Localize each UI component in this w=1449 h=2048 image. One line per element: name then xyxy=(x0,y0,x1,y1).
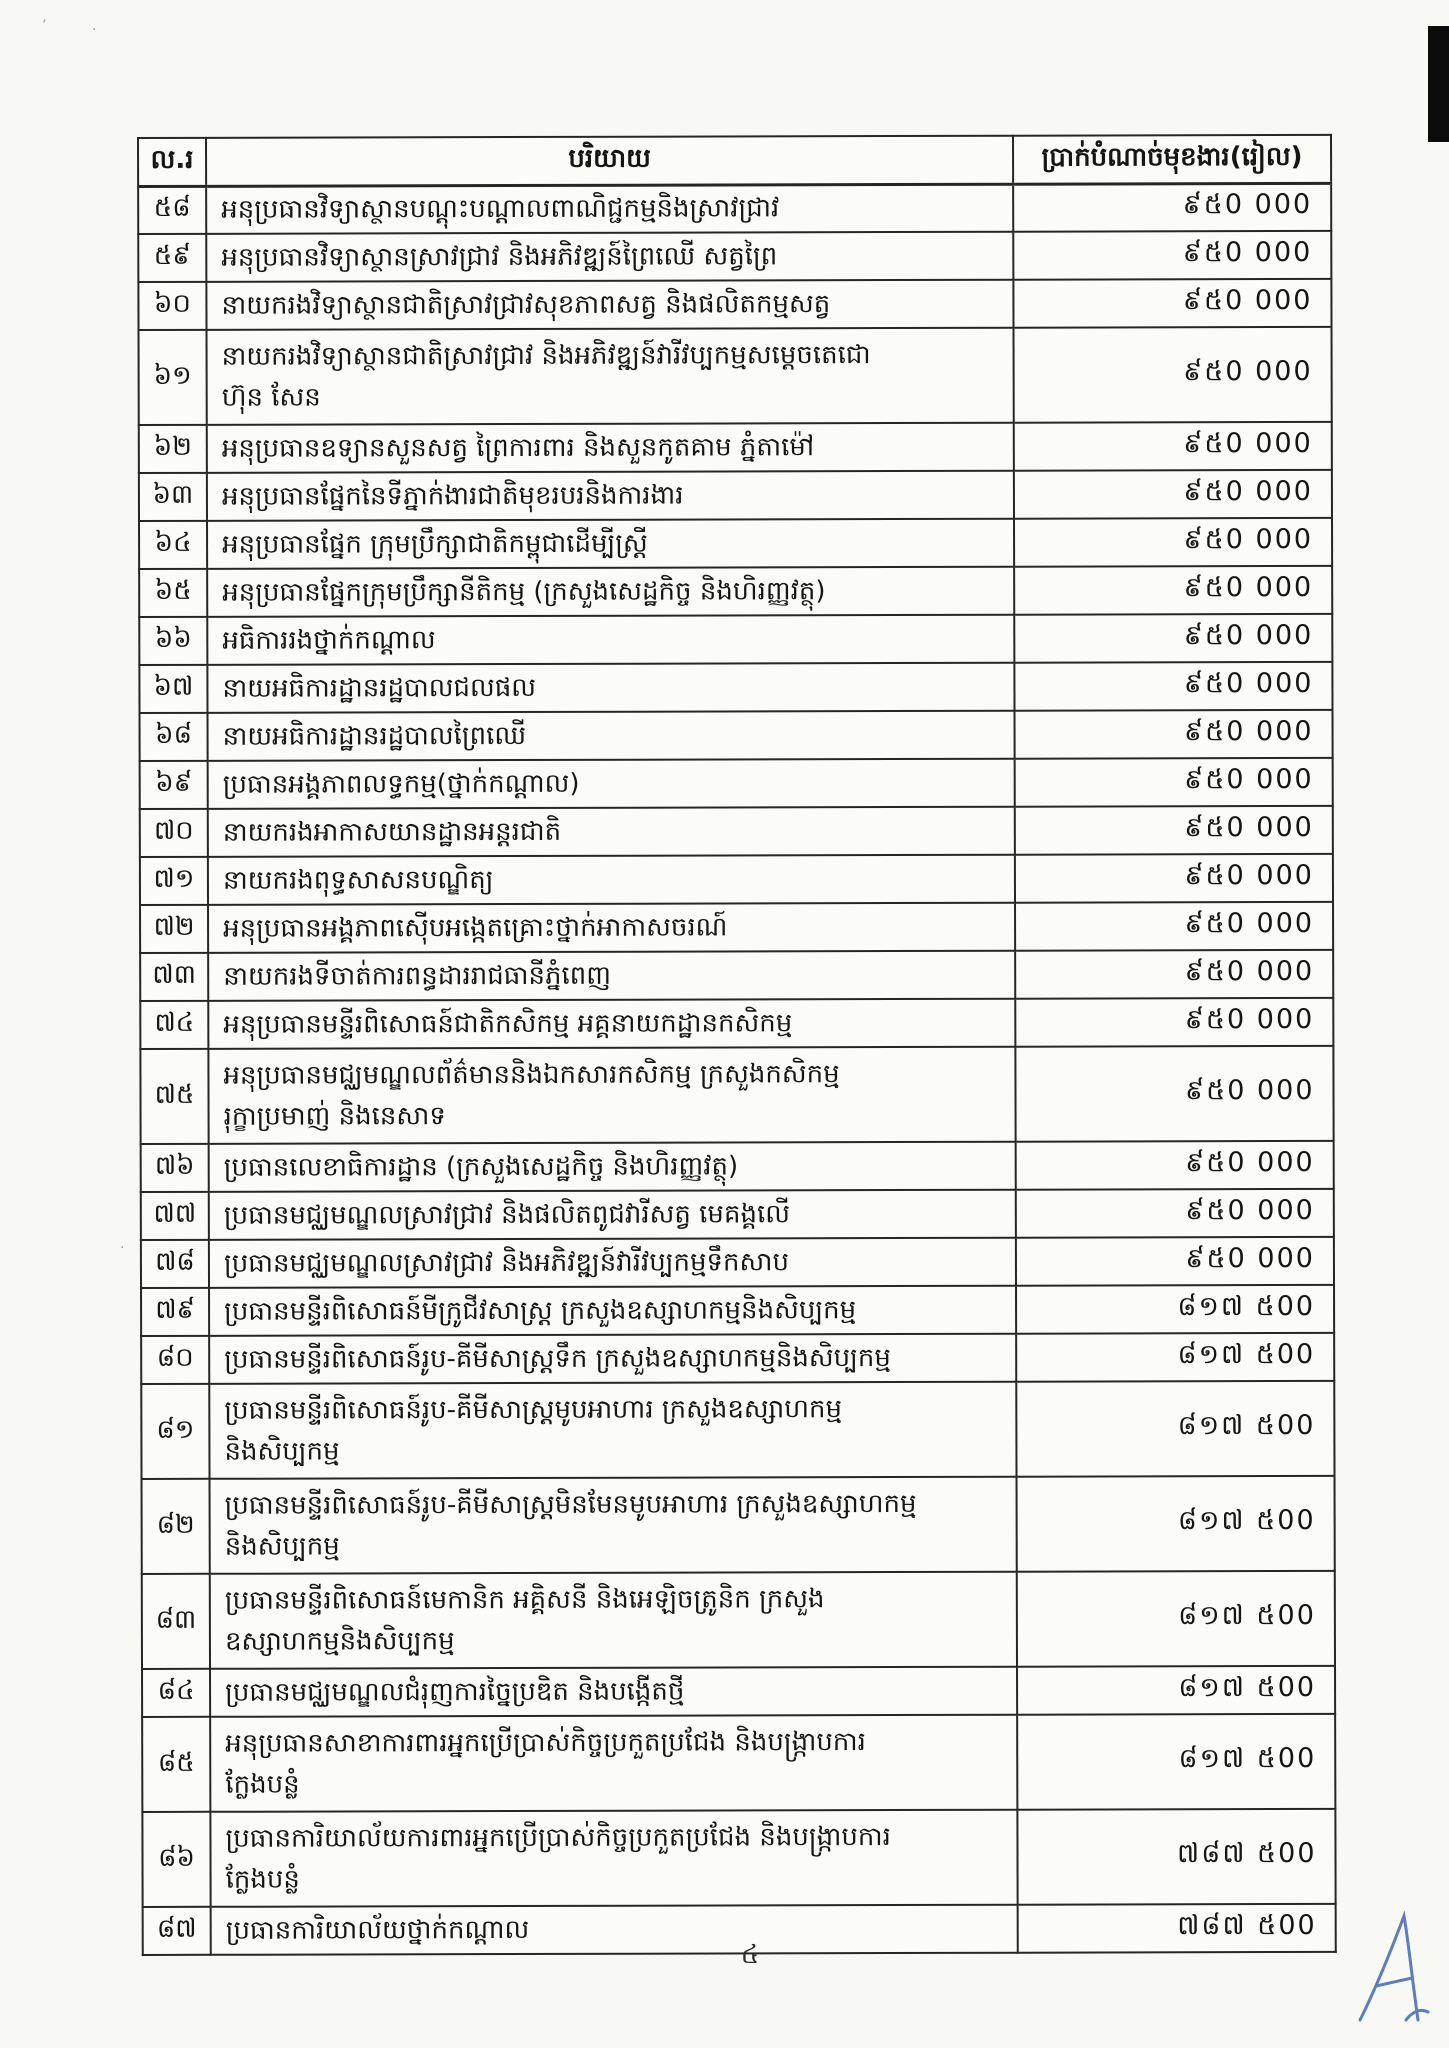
row-description-cell: ប្រធានមន្ទីរពិសោធន៍រូប-គីមីសាស្ត្រមូបអាហារ ក្រសួងឧស្សាហកម្ម និងសិប្បកម្ម xyxy=(209,1382,1016,1479)
row-amount-cell: ៩៥0 000 xyxy=(1015,806,1333,855)
row-description-cell: ប្រធានការិយាល័យថ្នាក់កណ្ដាល xyxy=(211,1905,1018,1955)
row-amount-cell: ៨១៧ ៥00 xyxy=(1016,1381,1334,1477)
table-body xyxy=(138,183,1336,1955)
row-description-cell: ប្រធានការិយាល័យការពារអ្នកប្រើប្រាស់កិច្ចប្រកួតប្រជែង និងបង្ក្រាបការ ក្លែងបន្លំ xyxy=(210,1810,1017,1907)
row-amount-cell: ៨១៧ ៥00 xyxy=(1017,1666,1335,1715)
table-row xyxy=(139,662,1332,713)
row-description-cell: នាយករងអាកាសយានដ្ឋានអន្តរជាតិ xyxy=(208,807,1015,857)
row-description-cell: អនុប្រធានអង្គភាពស៊ើបអង្កេតគ្រោះថ្នាក់អាកាសចរណ៍ xyxy=(208,903,1015,953)
row-number-cell: ៧៣ xyxy=(140,953,208,1001)
table-row xyxy=(138,231,1331,282)
row-amount-cell: ៧៨៧ ៥00 xyxy=(1018,1904,1336,1953)
row-number-cell: ៧៤ xyxy=(140,1001,208,1049)
row-description-cell: ប្រធានមន្ទីរពិសោធន៍រូប-គីមីសាស្ត្រទឹក ក្រសួងឧស្សាហកម្មនិងសិប្បកម្ម xyxy=(209,1334,1016,1384)
row-amount-cell: ៩៥0 000 xyxy=(1014,566,1332,615)
row-number-cell: ៦៩ xyxy=(140,761,208,809)
table-row xyxy=(140,902,1333,953)
table-row xyxy=(139,422,1332,473)
row-number-cell: ៦៨ xyxy=(140,713,208,761)
row-number-cell: ៦០ xyxy=(138,282,206,330)
row-description-cell: នាយករងទីចាត់ការពន្ធដាររាជធានីភ្នំពេញ xyxy=(208,951,1015,1001)
column-header-number: ល.រ xyxy=(138,138,206,186)
row-number-cell: ៦៧ xyxy=(139,665,207,713)
row-amount-cell: ៩៥0 000 xyxy=(1015,1046,1333,1142)
table-row xyxy=(142,1809,1335,1907)
row-number-cell: ៦៥ xyxy=(139,569,207,617)
row-amount-cell: ៩៥0 000 xyxy=(1016,1189,1334,1238)
row-amount-cell: ៩៥0 000 xyxy=(1015,710,1333,759)
row-number-cell: ៥៨ xyxy=(138,186,206,234)
table-header xyxy=(138,135,1331,186)
row-amount-cell: ៩៥0 000 xyxy=(1015,950,1333,999)
table-row xyxy=(140,806,1333,857)
row-number-cell: ៧០ xyxy=(140,809,208,857)
row-number-cell: ៧៥ xyxy=(140,1049,208,1144)
table-row xyxy=(139,614,1332,665)
scan-artifact-dot: · xyxy=(92,22,97,38)
table-row xyxy=(142,1571,1335,1669)
row-amount-cell: ៩៥0 000 xyxy=(1013,183,1331,232)
table-row xyxy=(139,566,1332,617)
row-description-cell: អនុប្រធានសាខាការពារអ្នកប្រើប្រាស់កិច្ចប្រកួតប្រជែង និងបង្ក្រាបការ ក្លែងបន្លំ xyxy=(210,1715,1017,1812)
row-description-cell: ប្រធានមន្ទីរពិសោធន៍មេកានិក អគ្គិសនី និងអេឡិចត្រូនិក ក្រសួង ឧស្សាហកម្មនិងសិប្បកម្ម xyxy=(210,1572,1017,1669)
row-amount-cell: ៩៥0 000 xyxy=(1014,614,1332,663)
row-number-cell: ៨៥ xyxy=(142,1717,210,1812)
row-description-cell: ប្រធានមជ្ឈមណ្ឌលជំរុញការច្នៃប្រឌិត និងបង្កើតថ្មី xyxy=(210,1667,1017,1717)
row-description-cell: អនុប្រធានវិទ្យាស្ថានបណ្ដុះបណ្ដាលពាណិជ្ជកម្មនិងស្រាវជ្រាវ xyxy=(206,184,1013,234)
column-header-description: បរិយាយ xyxy=(206,136,1013,186)
row-description-cell: នាយករងពុទ្ធសាសនបណ្ឌិត្យ xyxy=(208,855,1015,905)
row-number-cell: ៨៤ xyxy=(142,1669,210,1717)
row-number-cell: ៦៣ xyxy=(139,473,207,521)
row-number-cell: ៨២ xyxy=(142,1479,210,1574)
row-number-cell: ៧៦ xyxy=(141,1144,209,1192)
row-description-cell: នាយករងវិទ្យាស្ថានជាតិស្រាវជ្រាវសុខភាពសត្វ និងផលិតកម្មសត្វ xyxy=(206,280,1013,330)
row-amount-cell: ៩៥0 000 xyxy=(1014,327,1332,423)
table-row xyxy=(141,1237,1334,1288)
row-amount-cell: ៧៨៧ ៥00 xyxy=(1017,1809,1335,1905)
row-description-cell: នាយករងវិទ្យាស្ថានជាតិស្រាវជ្រាវ និងអភិវឌ្ឍន៍វារីវប្បកម្មសម្ដេចតេជោ ហ៊ុន សែន xyxy=(207,328,1014,425)
row-description-cell: ប្រធានមន្ទីរពិសោធន៍រូប-គីមីសាស្ត្រមិនមែនមូបអាហារ ក្រសួងឧស្សាហកម្ម និងសិប្បកម្ម xyxy=(210,1477,1017,1574)
table-row xyxy=(139,518,1332,569)
row-description-cell: អនុប្រធានផ្នែកក្រុមប្រឹក្សានីតិកម្ម (ក្រសួងសេដ្ឋកិច្ច និងហិរញ្ញវត្ថុ) xyxy=(207,567,1014,617)
row-number-cell: ៦៤ xyxy=(139,521,207,569)
compensation-table xyxy=(137,134,1337,1956)
table-row xyxy=(141,1141,1334,1192)
row-description-cell: អនុប្រធានផ្នែក ក្រុមប្រឹក្សាជាតិកម្ពុជាដើម្បីស្ត្រី xyxy=(207,519,1014,569)
row-amount-cell: ៩៥0 000 xyxy=(1016,1237,1334,1286)
row-number-cell: ៧២ xyxy=(140,905,208,953)
page-number: ៤ xyxy=(740,1940,760,1970)
table-row xyxy=(141,1381,1334,1479)
table-row xyxy=(138,279,1331,330)
row-description-cell: ប្រធានមន្ទីរពិសោធន៍មីក្រូជីវសាស្ត្រ ក្រសួងឧស្សាហកម្មនិងសិប្បកម្ម xyxy=(209,1286,1016,1336)
table-row xyxy=(140,950,1333,1001)
row-amount-cell: ៩៥0 000 xyxy=(1015,854,1333,903)
table-row xyxy=(139,470,1332,521)
row-number-cell: ៥៩ xyxy=(138,234,206,282)
table-row xyxy=(141,1285,1334,1336)
row-number-cell: ៦៦ xyxy=(139,617,207,665)
table-row xyxy=(141,1189,1334,1240)
row-amount-cell: ៩៥0 000 xyxy=(1013,231,1331,280)
row-amount-cell: ៨១៧ ៥00 xyxy=(1017,1476,1335,1572)
row-amount-cell: ៨១៧ ៥00 xyxy=(1017,1714,1335,1810)
row-description-cell: ប្រធានមជ្ឈមណ្ឌលស្រាវជ្រាវ និងផលិតពូជវារីសត្វ មេគង្គលើ xyxy=(209,1190,1016,1240)
row-amount-cell: ៩៥0 000 xyxy=(1015,758,1333,807)
row-amount-cell: ៩៥0 000 xyxy=(1015,998,1333,1047)
row-amount-cell: ៩៥0 000 xyxy=(1013,279,1331,328)
row-description-cell: ប្រធានលេខាធិការដ្ឋាន (ក្រសួងសេដ្ឋកិច្ច និងហិរញ្ញវត្ថុ) xyxy=(209,1142,1016,1192)
row-description-cell: ប្រធានអង្គភាពលទ្ធកម្ម(ថ្នាក់កណ្ដាល) xyxy=(208,759,1015,809)
column-header-amount: ប្រាក់បំណាច់មុខងារ(រៀល) xyxy=(1013,135,1331,184)
compensation-table-container xyxy=(137,134,1338,1956)
row-description-cell: នាយអធិការដ្ឋានរដ្ឋបាលព្រៃឈើ xyxy=(208,711,1015,761)
row-amount-cell: ៩៥0 000 xyxy=(1016,1141,1334,1190)
row-number-cell: ៧១ xyxy=(140,857,208,905)
table-row xyxy=(138,183,1331,234)
row-description-cell: អនុប្រធានមជ្ឈមណ្ឌលព័ត៌មាននិងឯកសារកសិកម្ម ក្រសួងកសិកម្ម រុក្ខាប្រមាញ់ និងនេសាទ xyxy=(208,1047,1015,1144)
row-amount-cell: ៩៥0 000 xyxy=(1014,518,1332,567)
row-number-cell: ៦១ xyxy=(139,330,207,425)
table-row xyxy=(142,1476,1335,1574)
row-amount-cell: ៩៥0 000 xyxy=(1014,662,1332,711)
table-row xyxy=(141,1333,1334,1384)
row-number-cell: ៦២ xyxy=(139,425,207,473)
scan-artifact-dot: · xyxy=(120,1240,125,1256)
table-row xyxy=(140,854,1333,905)
row-number-cell: ៧៨ xyxy=(141,1240,209,1288)
table-row xyxy=(139,327,1332,425)
row-number-cell: ៧៧ xyxy=(141,1192,209,1240)
row-description-cell: អនុប្រធានផ្នែកនៃទីភ្នាក់ងារជាតិមុខរបរនិងការងារ xyxy=(207,471,1014,521)
table-row xyxy=(140,710,1333,761)
row-description-cell: អនុប្រធានមន្ទីរពិសោធន៍ជាតិកសិកម្ម អគ្គនាយកដ្ឋានកសិកម្ម xyxy=(208,999,1015,1049)
row-amount-cell: ៨១៧ ៥00 xyxy=(1016,1333,1334,1382)
row-number-cell: ៨៧ xyxy=(143,1907,211,1955)
scan-artifact-dot: ’ xyxy=(42,18,47,34)
table-row xyxy=(142,1714,1335,1812)
row-number-cell: ៨១ xyxy=(141,1384,209,1479)
row-amount-cell: ៨១៧ ៥00 xyxy=(1017,1571,1335,1667)
row-description-cell: អធិការរងថ្នាក់កណ្ដាល xyxy=(207,615,1014,665)
row-number-cell: ៧៩ xyxy=(141,1288,209,1336)
row-description-cell: ប្រធានមជ្ឈមណ្ឌលស្រាវជ្រាវ និងអភិវឌ្ឍន៍វារីវប្បកម្មទឹកសាប xyxy=(209,1238,1016,1288)
signature-ink-icon xyxy=(1346,1908,1436,2028)
row-amount-cell: ៩៥0 000 xyxy=(1014,470,1332,519)
row-description-cell: អនុប្រធានឧទ្យានសួនសត្វ ព្រៃការពារ និងសួនកូតគាម ភ្នំតាម៉ៅ xyxy=(207,423,1014,473)
row-number-cell: ៨៣ xyxy=(142,1574,210,1669)
row-number-cell: ៨៦ xyxy=(142,1812,210,1907)
row-number-cell: ៨០ xyxy=(141,1336,209,1384)
table-row xyxy=(140,998,1333,1049)
row-amount-cell: ៩៥0 000 xyxy=(1015,902,1333,951)
row-amount-cell: ៨១៧ ៥00 xyxy=(1016,1285,1334,1334)
row-amount-cell: ៩៥0 000 xyxy=(1014,422,1332,471)
table-row xyxy=(140,758,1333,809)
scan-edge-strip xyxy=(1428,26,1449,142)
table-row xyxy=(142,1666,1335,1717)
table-row xyxy=(140,1046,1333,1144)
row-description-cell: នាយអធិការដ្ឋានរដ្ឋបាលជលផល xyxy=(207,663,1014,713)
row-description-cell: អនុប្រធានវិទ្យាស្ថានស្រាវជ្រាវ និងអភិវឌ្ឍន៍ព្រៃឈើ សត្វព្រៃ xyxy=(206,232,1013,282)
